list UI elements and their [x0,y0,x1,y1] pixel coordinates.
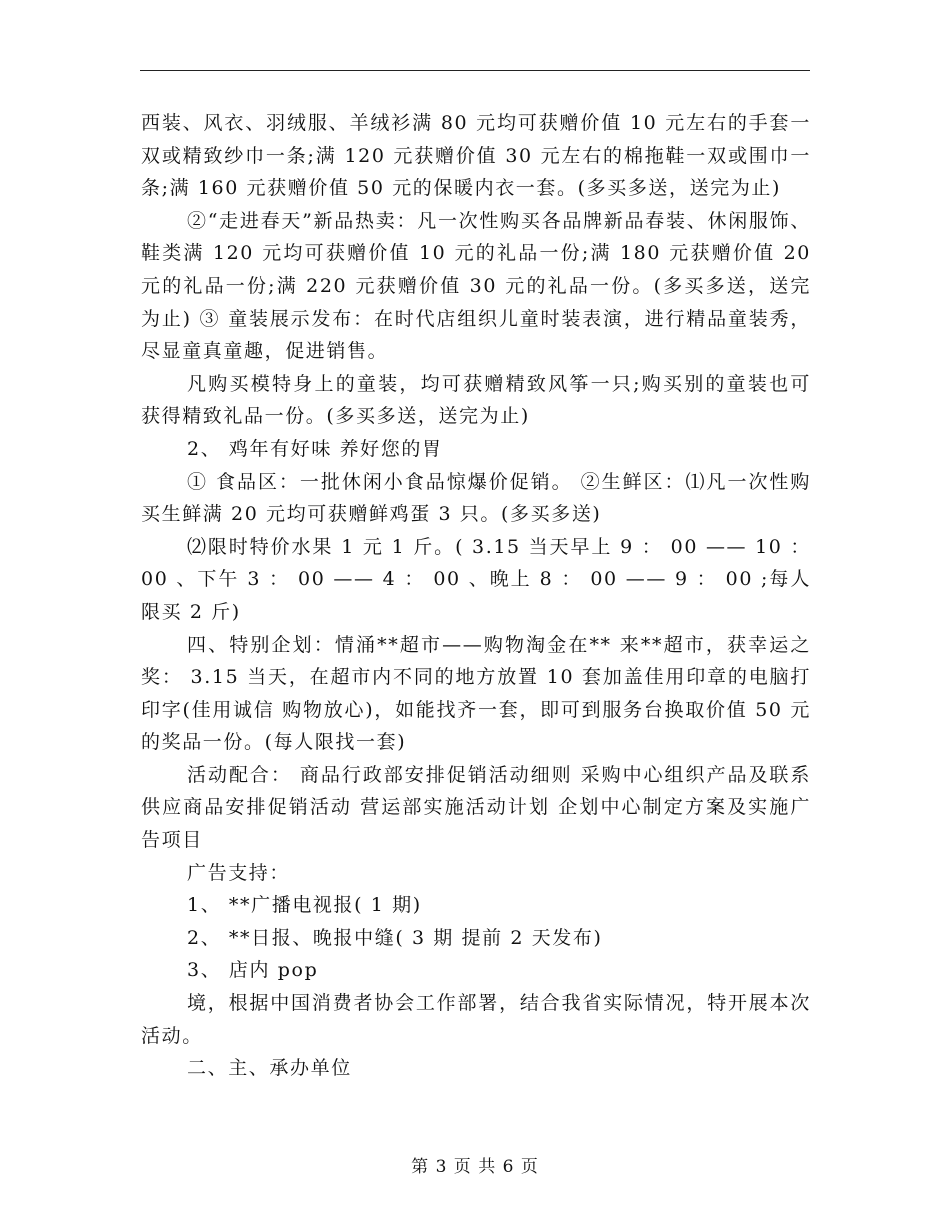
page-number: 第 3 页 共 6 页 [411,1157,539,1177]
paragraph-special-plan: 四、特别企划：情涌**超市——购物淘金在** 来**超市，获幸运之奖： 3.15 当天，在超市内不同的地方放置 10 套加盖佳用印章的电脑打印字(佳用诚信 购物放心)，如能找齐一套，即可到服务台换取价值 50 元的奖品一份。(每人限找一套) [141,633,811,754]
ad-support-heading: 广告支持： [187,861,291,884]
paragraph-spring-new-products: ②“走进春天”新品热卖：凡一次性购买各品牌新品春装、休闲服饰、鞋类满 120 元均可获赠价值 10 元的礼品一份;满 180 元获赠价值 20 元的礼品一份;满 220 元获赠价值 30 元的礼品一份。(多买多送，送完为止) ③ 童装展示发布：在时代店组织儿童时装表演，进行精品童装秀，尽显童真童趣，促进销售。 [141,209,811,363]
ad-support-item-2: 2、 **日报、晚报中缝( 3 期 提前 2 天发布) [187,926,603,949]
ad-support-item-1: 1、 **广播电视报( 1 期) [187,894,422,917]
header-rule [140,70,810,71]
paragraph-fruit-special: ⑵限时特价水果 1 元 1 斤。( 3.15 当天早上 9 ： 00 —— 10 ： 00 、下午 3 ： 00 —— 4 ： 00 、晚上 8 ： 00 —— 9 ： 00 ;每人限买 2 斤) [141,535,811,623]
section-heading-organizers: 二、主、承办单位 [187,1057,352,1080]
paragraph-background: 境，根据中国消费者协会工作部署，结合我省实际情况，特开展本次活动。 [141,992,811,1047]
section-heading-good-taste: 2、 鸡年有好味 养好您的胃 [187,437,443,460]
paragraph-gift-tiers: 西装、风衣、羽绒服、羊绒衫满 80 元均可获赠价值 10 元左右的手套一双或精致纱巾一条;满 120 元获赠价值 30 元左右的棉拖鞋一双或围巾一条;满 160 元获赠价值 50 元的保暖内衣一套。(多买多送，送完为止) [141,112,811,200]
document-body [141,107,811,1085]
paragraph-food-fresh: ① 食品区：一批休闲小食品惊爆价促销。 ②生鲜区：⑴凡一次性购买生鲜满 20 元均可获赠鲜鸡蛋 3 只。(多买多送) [141,470,811,526]
paragraph-model-childrenswear: 凡购买模特身上的童装，均可获赠精致风筝一只;购买别的童装也可获得精致礼品一份。(多买多送，送完为止) [141,372,811,428]
paragraph-activity-coordination: 活动配合： 商品行政部安排促销活动细则 采购中心组织产品及联系供应商品安排促销活动 营运部实施活动计划 企划中心制定方案及实施广告项目 [141,763,811,852]
ad-support-item-3: 3、 店内 pop [187,959,319,982]
